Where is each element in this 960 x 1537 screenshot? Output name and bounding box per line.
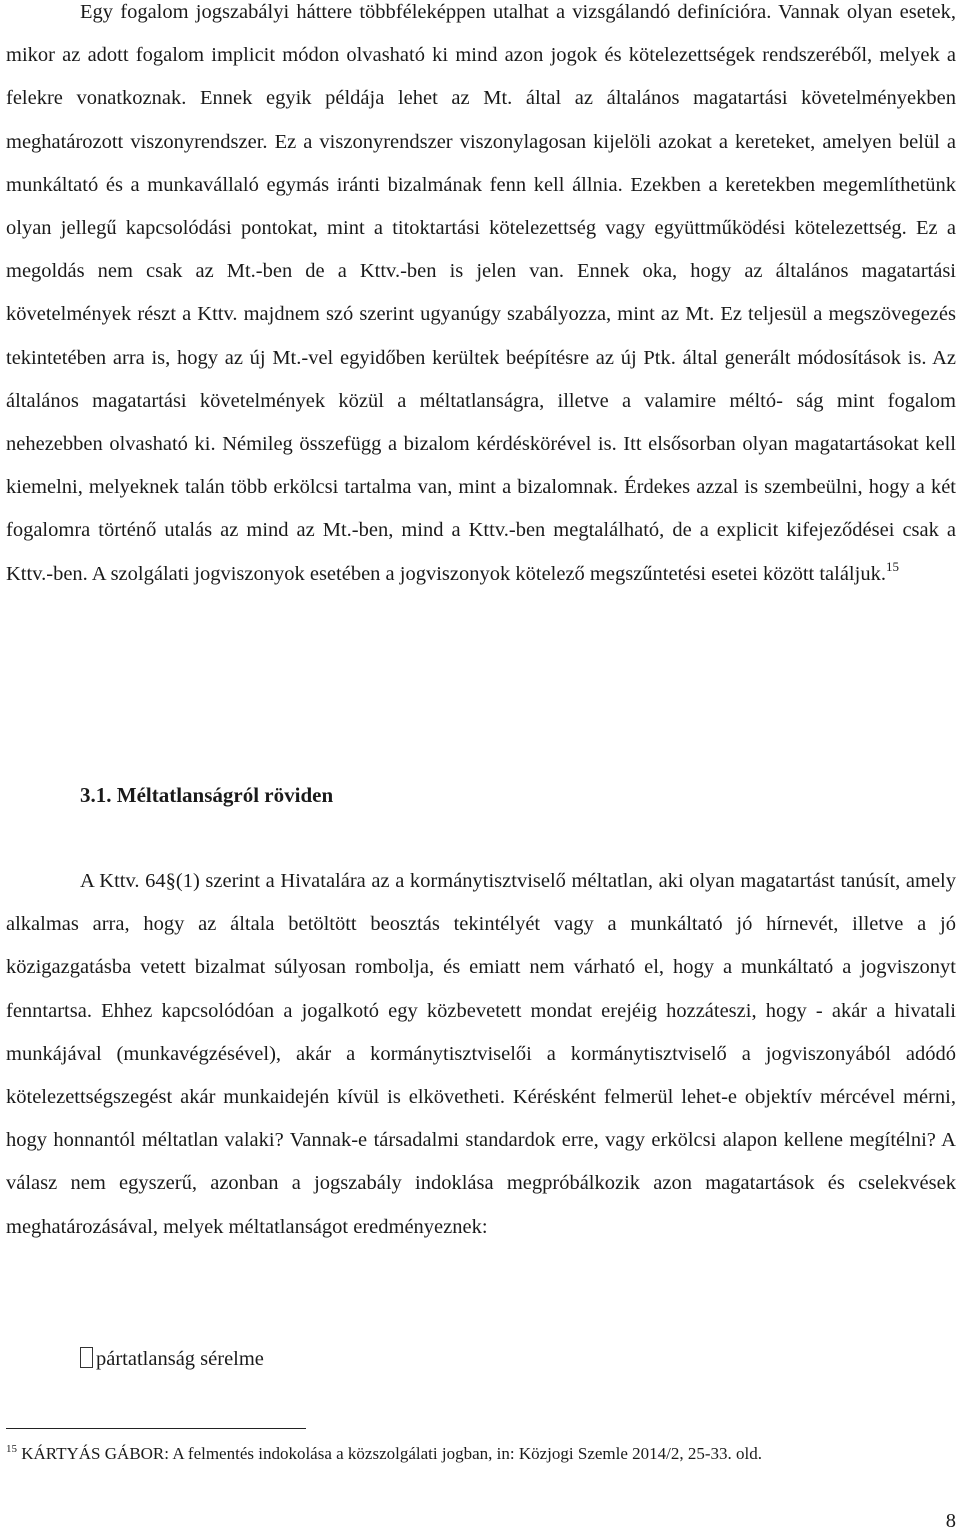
bullet-list-item xyxy=(80,1338,264,1381)
footnote-separator xyxy=(6,1428,306,1429)
bullet-item-text: pártatlanság sérelme xyxy=(96,1348,264,1370)
body-paragraph-2 xyxy=(6,860,956,1249)
footnote-reference[interactable]: 15 xyxy=(885,558,899,574)
paragraph-1-text: Egy fogalom jogszabályi háttere többféleképpen utalhat a vizsgálandó definícióra. Vannak olyan esetek, mikor az adott fogalom implicit módon olvasható ki mind azon jogok és kötelezettségek rendszeréből, melyek a felekre vonatkoznak. Ennek egyik példája lehet az Mt. által az általános magatartási követelményekben meghatározott viszonyrendszer. Ez a viszonyrendszer viszonylagosan kijelöli azokat a kereteket, amelyen belül a munkáltató és a munkavállaló egymás iránti bizalmának fenn kell állnia. Ezekben a keretekben megemlíthetünk olyan jellegű kapcsolódási pontokat, mint a titoktartási kötelezettség vagy együttműködési kötelezettség. Ez a megoldás nem csak az Mt.-ben de a Kttv.-ben is jelen van. Ennek oka, hogy az általános magatartási követelmények részt a Kttv. majdnem szó szerint ugyanúgy szabályozza, mint az Mt. Ez teljesül a megszövegezés tekintetében arra is, hogy az új Mt.-vel egyidőben kerültek beépítésre az új Ptk. által generált módosítások is. Az általános magatartási követelmények közül a méltatlanságra, illetve a valamire méltó- ság mint fogalom nehezebben olvasható ki. Némileg összefügg a bizalom kérdéskörével is. Itt elsősorban olyan magatartásokat kell kiemelni, melyeknek talán több erkölcsi tartalma van, mint a bizalomnak. Érdekes azzal is szembeülni, hogy a két fogalomra történő utalás az mind az Mt.-ben, mind a Kttv.-ben megtalálható, de a explicit kifejeződései csak a Kttv.-ben. A szolgálati jogviszonyok esetében a jogviszonyok kötelező megszűntetési esetei között találjuk. xyxy=(6,1,956,585)
bullet-box-icon xyxy=(80,1347,93,1368)
body-paragraph-1 xyxy=(6,0,956,596)
paragraph-2-text: A Kttv. 64§(1) szerint a Hivatalára az a kormánytisztviselő méltatlan, aki olyan magatartást tanúsít, amely alkalmas arra, hogy az általa betöltött beosztás tekintélyét vagy a munkáltató jó hírnevét, illetve a jó közigazgatásba vetett bizalmat súlyosan rombolja, és emiatt nem várható el, hogy a munkáltató a jogviszonyt fenntartsa. Ehhez kapcsolódóan a jogalkotó egy közbevetett mondat erejéig hozzáteszi, hogy - akár a hivatali munkájával (munkavégzésével), akár a kormánytisztviselői a kormánytisztviselő a jogviszonyából adódó kötelezettségszegést akár munkaidején kívül is elkövetheti. Kérésként felmerül lehet-e objektív mércével mérni, hogy honnantól méltatlan valaki? Vannak-e társadalmi standardok erre, vagy erkölcsi alapon kellene megítélni? A válasz nem egyszerű, azonban a jogszabály indoklása megpróbálkozik azon magatartások és cselekvések meghatározásával, melyek méltatlanságot eredményeznek: xyxy=(6,870,956,1238)
footnote-number: 15 xyxy=(6,1443,17,1455)
footnote-text: : A felmentés indokolása a közszolgálati jogban, in: Közjogi Szemle 2014/2, 25-33. old. xyxy=(164,1444,763,1463)
footnote-author: KÁRTYÁS GÁBOR xyxy=(21,1444,165,1463)
page-number: 8 xyxy=(945,1510,956,1532)
section-heading: 3.1. Méltatlanságról röviden xyxy=(80,783,334,807)
footnote xyxy=(6,1441,762,1467)
